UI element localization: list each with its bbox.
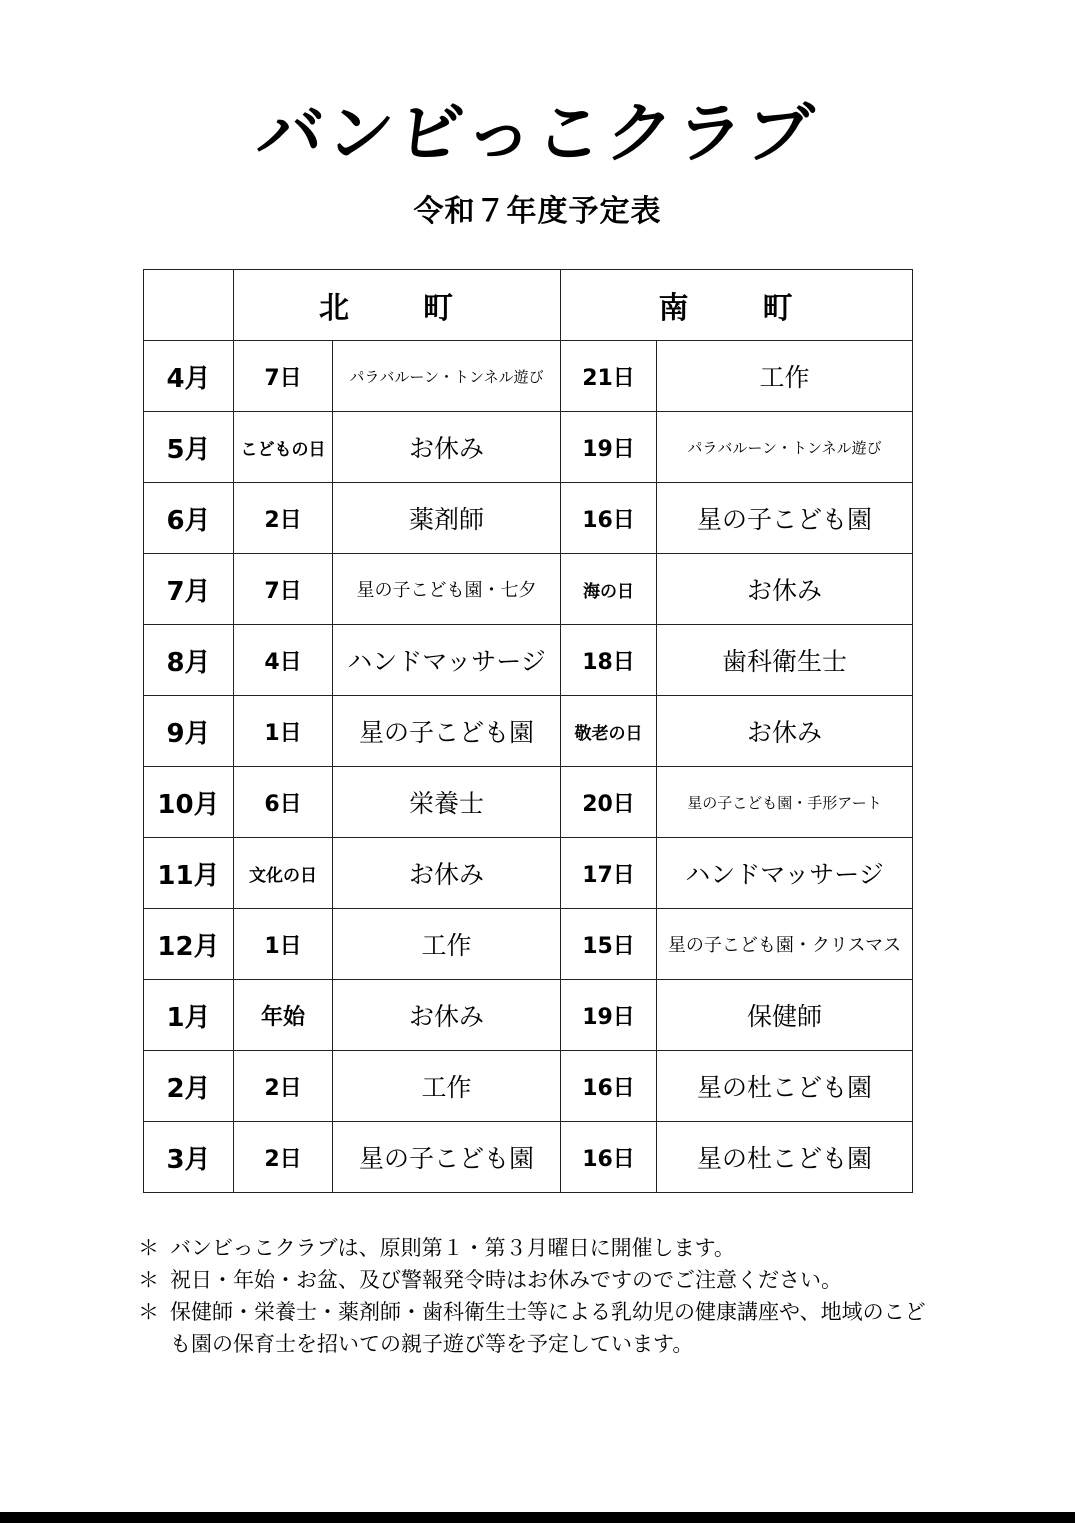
south-day-cell: 敬老の日	[561, 696, 657, 767]
table-row	[144, 838, 913, 909]
south-event-cell: 星の杜こども園	[657, 1122, 913, 1193]
note-item	[138, 1264, 938, 1296]
note-text: 保健師・栄養士・薬剤師・歯科衛生士等による乳幼児の健康講座や、地域のこども園の保育士を招いての親子遊び等を予定しています。	[170, 1300, 926, 1356]
north-event-cell: 工作	[333, 1051, 561, 1122]
north-event-cell: パラバルーン・トンネル遊び	[333, 341, 561, 412]
north-event-cell: 星の子こども園	[333, 1122, 561, 1193]
north-event-cell: 工作	[333, 909, 561, 980]
month-cell: 7月	[144, 554, 234, 625]
month-cell: 1月	[144, 980, 234, 1051]
south-event-cell: パラバルーン・トンネル遊び	[657, 412, 913, 483]
month-cell: 8月	[144, 625, 234, 696]
north-day-cell: 7日	[234, 341, 333, 412]
south-event-cell: 星の杜こども園	[657, 1051, 913, 1122]
note-item	[138, 1232, 938, 1264]
table-row	[144, 341, 913, 412]
south-event-cell: 歯科衛生士	[657, 625, 913, 696]
month-cell: 5月	[144, 412, 234, 483]
south-event-cell: 星の子こども園・クリスマス	[657, 909, 913, 980]
note-text: 祝日・年始・お盆、及び警報発令時はお休みですのでご注意ください。	[170, 1268, 842, 1292]
north-day-cell: 年始	[234, 980, 333, 1051]
table-row	[144, 625, 913, 696]
north-day-cell: 2日	[234, 1122, 333, 1193]
table-row	[144, 1051, 913, 1122]
north-day-cell: 2日	[234, 1051, 333, 1122]
table-row	[144, 909, 913, 980]
table-row	[144, 483, 913, 554]
note-item	[138, 1296, 938, 1360]
north-day-cell: 文化の日	[234, 838, 333, 909]
north-event-cell: 星の子こども園・七夕	[333, 554, 561, 625]
asterisk-mark: ＊	[138, 1300, 159, 1324]
month-cell: 3月	[144, 1122, 234, 1193]
header-north-town: 北 町	[234, 270, 561, 341]
month-cell: 2月	[144, 1051, 234, 1122]
table-row	[144, 767, 913, 838]
north-day-cell: 1日	[234, 696, 333, 767]
north-day-cell: 1日	[234, 909, 333, 980]
north-event-cell: ハンドマッサージ	[333, 625, 561, 696]
south-event-cell: ハンドマッサージ	[657, 838, 913, 909]
bottom-border-bar	[0, 1512, 1075, 1523]
month-cell: 4月	[144, 341, 234, 412]
table-row	[144, 412, 913, 483]
note-text: バンビっこクラブは、原則第１・第３月曜日に開催します。	[170, 1236, 735, 1260]
north-day-cell: 4日	[234, 625, 333, 696]
page-title: バンビっこクラブ	[253, 95, 821, 172]
north-event-cell: 薬剤師	[333, 483, 561, 554]
south-day-cell: 16日	[561, 483, 657, 554]
south-event-cell: お休み	[657, 554, 913, 625]
north-day-cell: 7日	[234, 554, 333, 625]
south-day-cell: 16日	[561, 1122, 657, 1193]
south-event-cell: 星の子こども園・手形アート	[657, 767, 913, 838]
schedule-table	[143, 269, 913, 1193]
notes-section	[138, 1232, 938, 1360]
north-day-cell: こどもの日	[234, 412, 333, 483]
table-row	[144, 980, 913, 1051]
table-row	[144, 554, 913, 625]
north-event-cell: お休み	[333, 980, 561, 1051]
south-event-cell: 保健師	[657, 980, 913, 1051]
asterisk-mark: ＊	[138, 1236, 159, 1260]
month-cell: 10月	[144, 767, 234, 838]
south-event-cell: 星の子こども園	[657, 483, 913, 554]
south-day-cell: 17日	[561, 838, 657, 909]
table-row	[144, 1122, 913, 1193]
header-south-town: 南 町	[561, 270, 913, 341]
table-row	[144, 696, 913, 767]
south-day-cell: 16日	[561, 1051, 657, 1122]
header-blank-cell	[144, 270, 234, 341]
south-event-cell: お休み	[657, 696, 913, 767]
south-day-cell: 19日	[561, 980, 657, 1051]
month-cell: 12月	[144, 909, 234, 980]
south-day-cell: 19日	[561, 412, 657, 483]
north-event-cell: お休み	[333, 838, 561, 909]
north-event-cell: 栄養士	[333, 767, 561, 838]
page-subtitle: 令和７年度予定表	[413, 194, 662, 229]
month-cell: 9月	[144, 696, 234, 767]
north-day-cell: 2日	[234, 483, 333, 554]
south-day-cell: 海の日	[561, 554, 657, 625]
south-day-cell: 18日	[561, 625, 657, 696]
north-event-cell: お休み	[333, 412, 561, 483]
south-day-cell: 21日	[561, 341, 657, 412]
table-header-row	[144, 270, 913, 341]
north-event-cell: 星の子こども園	[333, 696, 561, 767]
north-day-cell: 6日	[234, 767, 333, 838]
month-cell: 6月	[144, 483, 234, 554]
month-cell: 11月	[144, 838, 234, 909]
asterisk-mark: ＊	[138, 1268, 159, 1292]
south-day-cell: 15日	[561, 909, 657, 980]
south-day-cell: 20日	[561, 767, 657, 838]
south-event-cell: 工作	[657, 341, 913, 412]
